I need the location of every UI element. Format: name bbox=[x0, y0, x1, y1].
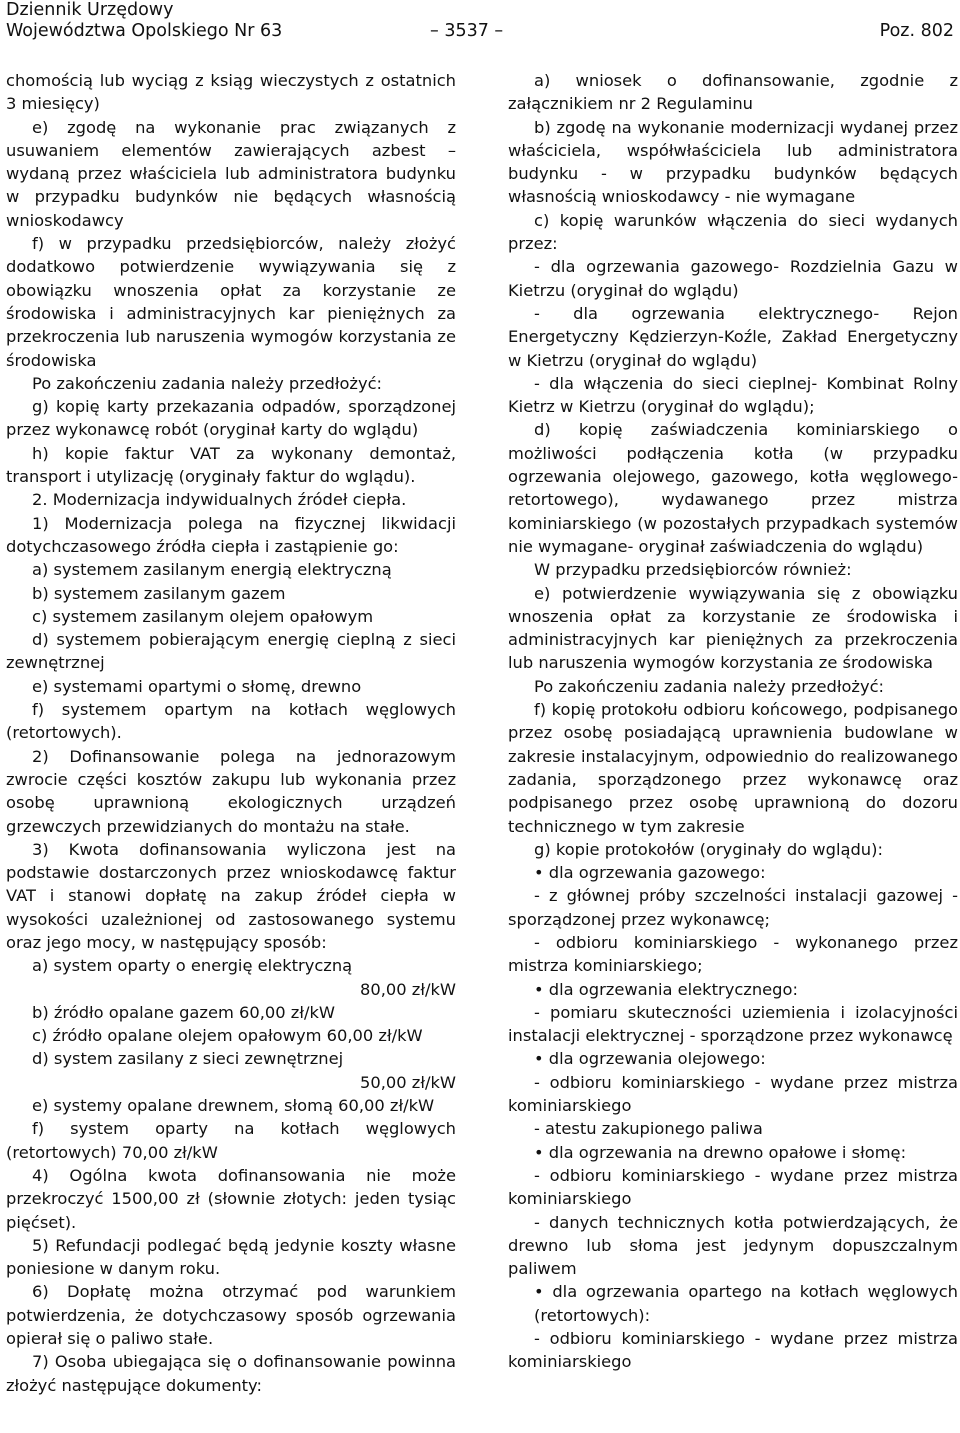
bullet-item: • dla ogrzewania opartego na kotłach węglowych (retortowych): bbox=[534, 1282, 958, 1325]
list-item: c) kopię warunków włączenia do sieci wydanych przez: bbox=[508, 210, 958, 254]
bullet-item: • dla ogrzewania elektrycznego: bbox=[534, 979, 798, 999]
paragraph: g) kopię karty przekazania odpadów, sporządzonej przez wykonawcę robót (oryginał karty do wglądu) bbox=[6, 397, 456, 440]
list-item: e) potwierdzenie wywiązywania się z obowiązku wnoszenia opłat za korzystanie ze środowiska i administracyjnych kar pieniężnych za przekroczenia lub naruszenia wymogów korzystania ze środowiska bbox=[508, 583, 958, 673]
paragraph: 4) Ogólna kwota dofinansowania nie może przekroczyć 1500,00 zł (słownie złotych: jeden tysiąc pięćset). bbox=[6, 1165, 456, 1232]
paragraph: 6) Dopłatę można otrzymać pod warunkiem potwierdzenia, że dotychczasowy sposób ogrzewania opierał się o paliwo stałe. bbox=[6, 1282, 456, 1349]
page-header bbox=[0, 0, 960, 44]
list-item: - atestu zakupionego paliwa bbox=[534, 1119, 763, 1139]
list-item: - pomiaru skuteczności uziemienia i izolacyjności instalacji elektrycznej - sporządzone przez wykonawcę bbox=[508, 1002, 958, 1046]
list-item: d) systemem pobierającym energię cieplną z sieci zewnętrznej bbox=[6, 630, 456, 673]
bullet-item: • dla ogrzewania olejowego: bbox=[534, 1049, 766, 1069]
list-item: d) kopię zaświadczenia kominiarskiego o możliwości podłączenia kotła (w przypadku ogrzewania olejowego, gazowego, kotła węglowego- retortowego), wydawanego przez mistrza kominiarskiego (w pozostałych przypadkach systemów nie wymagane- oryginał zaświadczenia do wglądu) bbox=[508, 420, 958, 556]
list-item: - dla włączenia do sieci cieplnej- Kombinat Rolny Kietrz w Kietrzu (oryginał do wglądu); bbox=[508, 373, 958, 417]
list-item: d) system zasilany z sieci zewnętrznej bbox=[32, 1049, 344, 1069]
bullet-item: • dla ogrzewania na drewno opałowe i słomę: bbox=[534, 1142, 907, 1162]
list-item: b) zgodę na wykonanie modernizacji wydanej przez właściciela, współwłaściciela lub administratora budynku - w przypadku budynków będących własnością wnioskodawcy - nie wymagane bbox=[508, 117, 958, 207]
left-column bbox=[6, 69, 456, 1397]
list-item: - dla ogrzewania elektrycznego- Rejon Energetyczny Kędzierzyn-Koźle, Zakład Energetyczny w Kietrzu (oryginał do wglądu) bbox=[508, 303, 958, 370]
list-item: f) kopię protokołu odbioru końcowego, podpisanego przez osobę posiadającą uprawnienia budowlane w zakresie instalacyjnym, odpowiednio do realizowanego zadania, sporządzonego przez wykonawcę oraz podpisanego przez osobę uprawnioną do dozoru technicznego w tym zakresie bbox=[508, 700, 958, 836]
list-item: - danych technicznych kotła potwierdzających, że drewno lub słoma jest jedynym dopuszczalnym paliwem bbox=[508, 1212, 958, 1279]
list-item: a) wniosek o dofinansowanie, zgodnie z załącznikiem nr 2 Regulaminu bbox=[508, 71, 958, 114]
list-item: - odbioru kominiarskiego - wydane przez mistrza kominiarskiego bbox=[508, 1165, 958, 1209]
paragraph: h) kopie faktur VAT za wykonany demontaż, transport i utylizację (oryginały faktur do wglądu). bbox=[6, 443, 456, 487]
list-item: c) systemem zasilanym olejem opałowym bbox=[32, 606, 374, 626]
paragraph: e) zgodę na wykonanie prac związanych z usuwaniem elementów zawierających azbest – wydaną przez właściciela lub administratora budynku w przypadku budynków nie będących własnością wnioskodawcy bbox=[6, 117, 456, 230]
rate-value: 80,00 zł/kW bbox=[360, 979, 456, 999]
list-item: f) system oparty na kotłach węglowych (retortowych) 70,00 zł/kW bbox=[6, 1119, 456, 1162]
paragraph: Po zakończeniu zadania należy przedłożyć: bbox=[534, 676, 885, 696]
journal-subtitle: Województwa Opolskiego Nr 63 bbox=[6, 21, 283, 41]
paragraph: 5) Refundacji podlegać będą jedynie koszty własne poniesione w danym roku. bbox=[6, 1235, 456, 1279]
right-column bbox=[508, 69, 958, 1374]
list-item: g) kopie protokołów (oryginały do wglądu): bbox=[534, 839, 883, 859]
list-item: - dla ogrzewania gazowego- Rozdzielnia Gazu w Kietrzu (oryginał do wglądu) bbox=[508, 257, 958, 300]
list-item: c) źródło opalane olejem opałowym 60,00 zł/kW bbox=[32, 1026, 423, 1046]
position-number: Poz. 802 bbox=[879, 21, 954, 41]
paragraph: chomością lub wyciąg z ksiąg wieczystych z ostatnich 3 miesięcy) bbox=[6, 71, 456, 114]
paragraph: f) w przypadku przedsiębiorców, należy złożyć dodatkowo potwierdzenie wywiązywania się z obowiązku wnoszenia opłat za korzystanie ze środowiska i administracyjnych kar pieniężnych za przekroczenia lub naruszenia wymogów korzystania ze środowiska bbox=[6, 234, 456, 370]
list-item: b) źródło opalane gazem 60,00 zł/kW bbox=[32, 1002, 335, 1022]
bullet-item: • dla ogrzewania gazowego: bbox=[534, 863, 766, 883]
journal-title: Dziennik Urzędowy bbox=[6, 0, 174, 20]
paragraph: 7) Osoba ubiegająca się o dofinansowanie powinna złożyć następujące dokumenty: bbox=[6, 1352, 456, 1395]
list-item: a) systemem zasilanym energią elektryczną bbox=[32, 560, 392, 580]
list-item: a) system oparty o energię elektryczną bbox=[32, 956, 353, 976]
list-item: e) systemami opartymi o słomę, drewno bbox=[32, 676, 362, 696]
paragraph: 2) Dofinansowanie polega na jednorazowym zwrocie części kosztów zakupu lub wykonania przez osobę uprawnioną ekologicznych urządzeń grzewczych przewidzianych do montażu na stałe. bbox=[6, 746, 456, 836]
list-item: - odbioru kominiarskiego - wykonanego przez mistrza kominiarskiego; bbox=[508, 932, 958, 976]
paragraph: 3) Kwota dofinansowania wyliczona jest na podstawie dostarczonych przez wnioskodawcę faktur VAT i stanowi dopłatę na zakup źródeł ciepła w wysokości uzależnionej od zastosowanego systemu oraz jego mocy, w następujący sposób: bbox=[6, 839, 456, 952]
list-item: - z głównej próby szczelności instalacji gazowej - sporządzonej przez wykonawcę; bbox=[508, 886, 958, 929]
rate-value: 50,00 zł/kW bbox=[360, 1072, 456, 1092]
paragraph: W przypadku przedsiębiorców również: bbox=[534, 560, 852, 580]
paragraph: 1) Modernizacja polega na fizycznej likwidacji dotychczasowego źródła ciepła i zastąpienie go: bbox=[6, 513, 456, 556]
list-item: f) systemem opartym na kotłach węglowych (retortowych). bbox=[6, 700, 456, 743]
page-number: – 3537 – bbox=[430, 21, 504, 41]
list-item: - odbioru kominiarskiego - wydane przez mistrza kominiarskiego bbox=[508, 1072, 958, 1116]
paragraph: Po zakończeniu zadania należy przedłożyć: bbox=[32, 373, 383, 393]
list-item: - odbioru kominiarskiego - wydane przez mistrza kominiarskiego bbox=[508, 1329, 958, 1372]
list-item: e) systemy opalane drewnem, słomą 60,00 zł/kW bbox=[32, 1096, 435, 1116]
list-item: b) systemem zasilanym gazem bbox=[32, 583, 286, 603]
section-heading: 2. Modernizacja indywidualnych źródeł ciepła. bbox=[32, 490, 407, 510]
